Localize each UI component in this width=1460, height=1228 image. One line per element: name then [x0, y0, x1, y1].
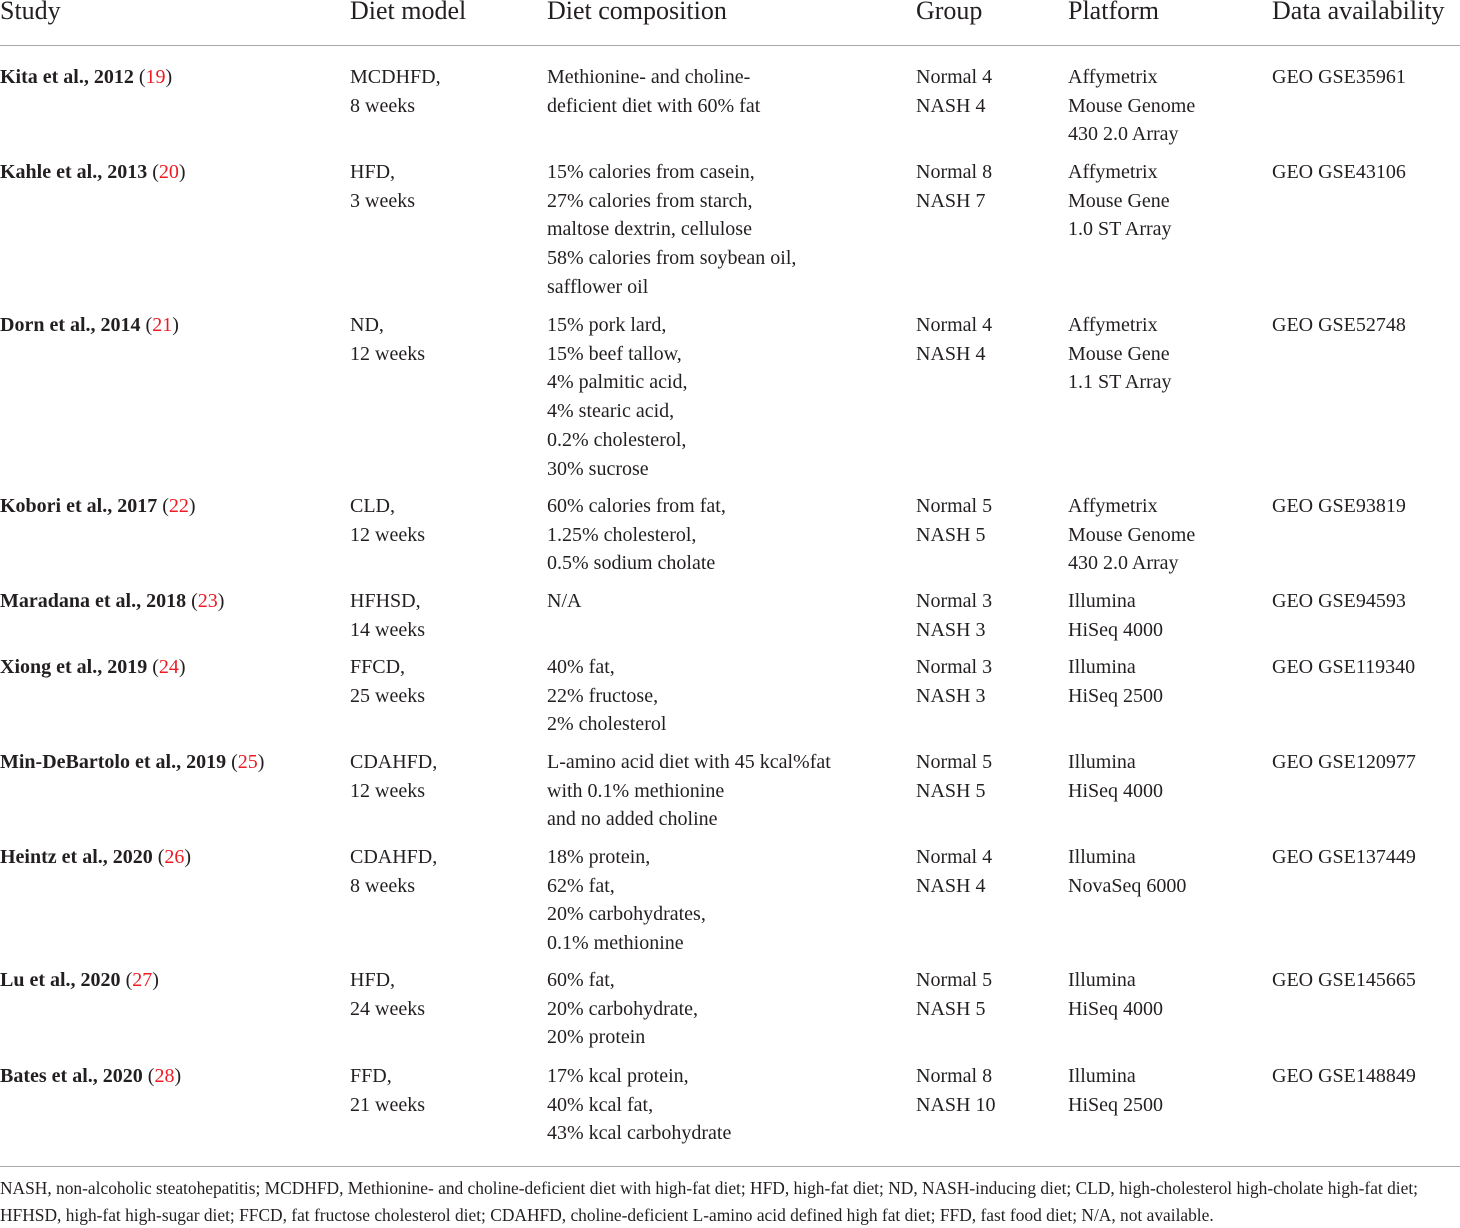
diet-composition-cell-line: 60% calories from fat,	[547, 495, 726, 517]
group-cell	[916, 843, 992, 900]
reference-link[interactable]: 26	[164, 846, 185, 868]
reference-link[interactable]: 27	[132, 969, 153, 991]
study-name: Heintz et al., 2020	[0, 846, 153, 868]
study-cell	[0, 966, 159, 995]
diet-model-cell-line: 24 weeks	[350, 997, 425, 1020]
diet-model-cell	[350, 587, 425, 644]
study-cell	[0, 653, 186, 682]
diet-model-cell	[350, 653, 425, 710]
group-cell-line: NASH 5	[916, 997, 986, 1020]
reference-link[interactable]: 28	[154, 1065, 175, 1087]
group-cell	[916, 492, 992, 549]
diet-model-cell-line: 12 weeks	[350, 342, 425, 365]
study-reference: (19)	[133, 66, 173, 88]
diet-model-cell-line: 25 weeks	[350, 684, 425, 707]
study-reference: (22)	[157, 495, 196, 517]
data-availability-cell: GEO GSE120977	[1272, 751, 1416, 773]
diet-composition-cell	[547, 587, 581, 616]
data-availability-cell: GEO GSE93819	[1272, 495, 1406, 517]
platform-cell-line: Illumina	[1068, 1065, 1136, 1087]
group-cell	[916, 587, 992, 644]
diet-composition-cell-line: 62% fat,	[547, 874, 615, 897]
platform-cell-line: 1.0 ST Array	[1068, 218, 1172, 241]
header-data-availability: Data availability	[1272, 0, 1445, 25]
study-reference: (21)	[140, 314, 179, 336]
group-cell-line: Normal 4	[916, 846, 993, 868]
group-cell	[916, 748, 992, 805]
diet-model-cell-line: MCDHFD,	[350, 66, 441, 88]
platform-cell	[1068, 492, 1195, 578]
study-name: Lu et al., 2020	[0, 969, 121, 991]
platform-cell	[1068, 843, 1186, 900]
data-availability-cell: GEO GSE148849	[1272, 1065, 1416, 1087]
study-reference: (26)	[152, 846, 192, 868]
diet-composition-cell-line: 40% kcal fat,	[547, 1093, 654, 1116]
diet-composition-cell-line: 0.1% methionine	[547, 932, 684, 955]
diet-model-cell-line: HFHSD,	[350, 590, 421, 612]
study-name: Kahle et al., 2013	[0, 161, 148, 183]
data-availability-cell: GEO GSE145665	[1272, 969, 1416, 991]
platform-cell	[1068, 311, 1172, 397]
study-reference: (25)	[226, 751, 265, 773]
group-cell-line: Normal 4	[916, 314, 993, 336]
reference-link[interactable]: 25	[237, 751, 258, 773]
header-diet-model: Diet model	[350, 0, 467, 25]
group-cell-line: NASH 5	[916, 523, 986, 546]
diet-model-cell	[350, 843, 437, 900]
diet-composition-cell-line: deficient diet with 60% fat	[547, 94, 761, 117]
study-cell	[0, 492, 196, 521]
diet-composition-cell-line: 1.25% cholesterol,	[547, 523, 697, 546]
header-rule	[0, 45, 1460, 46]
diet-composition-cell-line: 2% cholesterol	[547, 713, 667, 736]
reference-link[interactable]: 21	[152, 314, 173, 336]
diet-composition-cell	[547, 63, 760, 120]
platform-cell-line: Illumina	[1068, 846, 1136, 868]
data-availability-cell: GEO GSE43106	[1272, 161, 1406, 183]
platform-cell-line: Affymetrix	[1068, 161, 1158, 183]
diet-composition-cell-line: 15% beef tallow,	[547, 342, 682, 365]
diet-model-cell-line: 8 weeks	[350, 874, 415, 897]
study-reference: (24)	[147, 656, 186, 678]
platform-cell-line: Mouse Gene	[1068, 189, 1170, 212]
diet-composition-cell	[547, 492, 726, 578]
diet-composition-cell-line: 15% pork lard,	[547, 314, 667, 336]
table-header	[0, 0, 1460, 30]
platform-cell	[1068, 748, 1163, 805]
study-reference: (23)	[186, 590, 225, 612]
diet-composition-cell-line: 60% fat,	[547, 969, 615, 991]
platform-cell	[1068, 158, 1172, 244]
group-cell-line: NASH 4	[916, 874, 986, 897]
platform-cell-line: HiSeq 4000	[1068, 779, 1163, 802]
diet-composition-cell	[547, 966, 698, 1052]
diet-composition-cell-line: 17% kcal protein,	[547, 1065, 689, 1087]
group-cell-line: Normal 5	[916, 751, 993, 773]
study-reference: (28)	[142, 1065, 182, 1087]
study-reference: (27)	[120, 969, 159, 991]
diet-composition-cell-line: 40% fat,	[547, 656, 615, 678]
platform-cell-line: Illumina	[1068, 590, 1136, 612]
study-name: Dorn et al., 2014	[0, 314, 141, 336]
group-cell-line: Normal 8	[916, 1065, 993, 1087]
group-cell	[916, 1062, 995, 1119]
platform-cell	[1068, 587, 1163, 644]
study-cell	[0, 843, 191, 872]
study-name: Bates et al., 2020	[0, 1065, 143, 1087]
diet-composition-cell	[547, 748, 831, 834]
diet-composition-cell-line: 27% calories from starch,	[547, 189, 753, 212]
group-cell	[916, 311, 992, 368]
header-group: Group	[916, 0, 983, 25]
group-cell-line: NASH 10	[916, 1093, 996, 1116]
study-cell	[0, 1062, 181, 1091]
data-availability-cell: GEO GSE119340	[1272, 656, 1416, 678]
study-cell	[0, 63, 172, 92]
data-availability-cell: GEO GSE94593	[1272, 590, 1406, 612]
platform-cell-line: Illumina	[1068, 969, 1136, 991]
study-cell	[0, 311, 179, 340]
table-footnote: NASH, non-alcoholic steatohepatitis; MCDHFD, Methionine- and choline-deficient diet with high-fat diet; HFD, high-fat diet; ND, NASH-inducing diet; CLD, high-cholesterol high-cholate high-fat diet; HFHSD, high-fat high-sugar diet; FFCD, fat fructose cholesterol diet; CDAHFD, choline-deficient L-amino acid defined high fat diet; FFD, fast food diet; N/A, not available.	[0, 1178, 1419, 1225]
reference-link[interactable]: 22	[168, 495, 189, 517]
header-study: Study	[0, 0, 61, 25]
platform-cell-line: Illumina	[1068, 656, 1136, 678]
diet-model-cell-line: CDAHFD,	[350, 751, 438, 773]
reference-link[interactable]: 20	[158, 161, 179, 183]
diet-model-cell-line: 21 weeks	[350, 1093, 425, 1116]
diet-composition-cell-line: 4% palmitic acid,	[547, 371, 688, 394]
study-cell	[0, 158, 186, 187]
footer-rule	[0, 1166, 1460, 1167]
group-cell-line: Normal 8	[916, 161, 993, 183]
diet-composition-cell-line: 18% protein,	[547, 846, 651, 868]
data-availability-cell: GEO GSE137449	[1272, 846, 1416, 868]
group-cell-line: NASH 4	[916, 342, 986, 365]
group-cell-line: Normal 3	[916, 590, 993, 612]
group-cell	[916, 966, 992, 1023]
diet-composition-cell-line: 20% protein	[547, 1026, 646, 1049]
diet-composition-cell-line: 0.5% sodium cholate	[547, 552, 716, 575]
group-cell	[916, 653, 992, 710]
platform-cell-line: 1.1 ST Array	[1068, 371, 1172, 394]
diet-model-cell	[350, 311, 425, 368]
diet-composition-cell-line: 43% kcal carbohydrate	[547, 1122, 732, 1145]
diet-model-cell	[350, 492, 425, 549]
diet-model-cell-line: 14 weeks	[350, 618, 425, 641]
study-cell	[0, 587, 224, 616]
platform-cell-line: Affymetrix	[1068, 495, 1158, 517]
platform-cell-line: HiSeq 2500	[1068, 684, 1163, 707]
diet-model-cell-line: 8 weeks	[350, 94, 415, 117]
diet-composition-cell-line: L-amino acid diet with 45 kcal%fat	[547, 751, 831, 773]
diet-composition-cell-line: 0.2% cholesterol,	[547, 428, 687, 451]
diet-composition-cell-line: safflower oil	[547, 275, 649, 298]
study-name: Kobori et al., 2017	[0, 495, 158, 517]
diet-model-cell-line: CLD,	[350, 495, 395, 517]
group-cell-line: Normal 5	[916, 969, 993, 991]
group-cell-line: Normal 3	[916, 656, 993, 678]
platform-cell-line: HiSeq 4000	[1068, 618, 1163, 641]
study-name: Min-DeBartolo et al., 2019	[0, 751, 227, 773]
diet-composition-cell-line: maltose dextrin, cellulose	[547, 218, 752, 241]
diet-model-cell-line: ND,	[350, 314, 384, 336]
diet-model-cell	[350, 748, 437, 805]
diet-composition-cell-line: N/A	[547, 590, 582, 612]
diet-model-cell-line: 12 weeks	[350, 779, 425, 802]
diet-model-cell-line: FFCD,	[350, 656, 406, 678]
group-cell-line: NASH 5	[916, 779, 986, 802]
group-cell-line: Normal 4	[916, 66, 993, 88]
diet-composition-cell	[547, 158, 796, 302]
data-availability-cell: GEO GSE52748	[1272, 314, 1406, 336]
diet-composition-cell-line: 20% carbohydrate,	[547, 997, 699, 1020]
data-availability-cell: GEO GSE35961	[1272, 66, 1406, 88]
group-cell-line: NASH 3	[916, 618, 986, 641]
study-name: Kita et al., 2012	[0, 66, 134, 88]
platform-cell-line: 430 2.0 Array	[1068, 123, 1179, 146]
platform-cell	[1068, 1062, 1163, 1119]
group-cell	[916, 158, 992, 215]
platform-cell-line: Mouse Gene	[1068, 342, 1170, 365]
platform-cell	[1068, 63, 1195, 149]
platform-cell-line: Mouse Genome	[1068, 94, 1196, 117]
diet-model-cell-line: 3 weeks	[350, 189, 415, 212]
diet-model-cell-line: 12 weeks	[350, 523, 425, 546]
group-cell-line: NASH 7	[916, 189, 986, 212]
platform-cell-line: Affymetrix	[1068, 314, 1158, 336]
platform-cell-line: HiSeq 2500	[1068, 1093, 1163, 1116]
diet-model-cell-line: FFD,	[350, 1065, 392, 1087]
diet-composition-cell-line: Methionine- and choline-	[547, 66, 751, 88]
study-reference: (20)	[147, 161, 186, 183]
reference-link[interactable]: 24	[158, 656, 179, 678]
diet-composition-cell-line: with 0.1% methionine	[547, 779, 725, 802]
diet-model-cell-line: HFD,	[350, 969, 396, 991]
study-name: Maradana et al., 2018	[0, 590, 187, 612]
diet-composition-cell-line: 30% sucrose	[547, 457, 649, 480]
group-cell-line: NASH 4	[916, 94, 986, 117]
study-cell	[0, 748, 264, 777]
platform-cell	[1068, 966, 1163, 1023]
platform-cell-line: NovaSeq 6000	[1068, 874, 1187, 897]
diet-composition-cell	[547, 653, 666, 739]
platform-cell	[1068, 653, 1163, 710]
header-diet-composition: Diet composition	[547, 0, 727, 25]
diet-composition-cell-line: 20% carbohydrates,	[547, 903, 706, 926]
group-cell-line: NASH 3	[916, 684, 986, 707]
diet-model-cell-line: CDAHFD,	[350, 846, 438, 868]
platform-cell-line: Mouse Genome	[1068, 523, 1196, 546]
diet-composition-cell-line: and no added choline	[547, 808, 718, 831]
platform-cell-line: Illumina	[1068, 751, 1136, 773]
platform-cell-line: 430 2.0 Array	[1068, 552, 1179, 575]
header-platform: Platform	[1068, 0, 1159, 25]
diet-composition-cell-line: 4% stearic acid,	[547, 400, 675, 423]
group-cell-line: Normal 5	[916, 495, 993, 517]
diet-model-cell	[350, 63, 441, 120]
platform-cell-line: Affymetrix	[1068, 66, 1158, 88]
diet-model-cell	[350, 1062, 425, 1119]
platform-cell-line: HiSeq 4000	[1068, 997, 1163, 1020]
diet-composition-cell-line: 22% fructose,	[547, 684, 659, 707]
diet-composition-cell	[547, 1062, 731, 1148]
diet-model-cell	[350, 158, 415, 215]
diet-composition-cell	[547, 311, 688, 483]
diet-model-cell	[350, 966, 425, 1023]
diet-model-cell-line: HFD,	[350, 161, 396, 183]
study-name: Xiong et al., 2019	[0, 656, 148, 678]
reference-link[interactable]: 19	[145, 66, 166, 88]
reference-link[interactable]: 23	[197, 590, 218, 612]
group-cell	[916, 63, 992, 120]
diet-composition-cell	[547, 843, 706, 958]
diet-composition-cell-line: 58% calories from soybean oil,	[547, 247, 797, 270]
diet-composition-cell-line: 15% calories from casein,	[547, 161, 755, 183]
